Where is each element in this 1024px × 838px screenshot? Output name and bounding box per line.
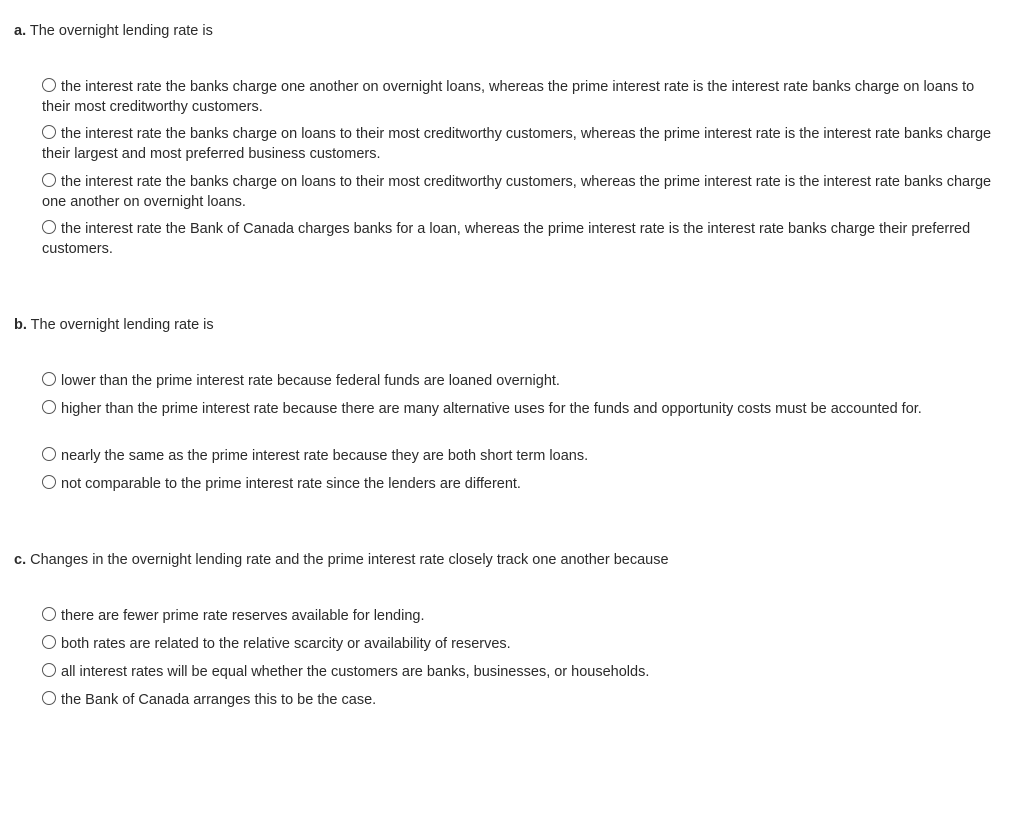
question-c-title [14,551,1014,570]
question-c-option-4[interactable] [42,691,1000,711]
question-a-option-2[interactable] [42,125,1000,164]
question-c [14,551,1014,570]
question-a-option-3[interactable] [42,173,1000,212]
question-c-option-1[interactable] [42,607,1000,627]
question-a-letter: a. [14,23,27,39]
question-c-prompt: Changes in the overnight lending rate and the prime interest rate closely track one another because [30,552,669,568]
option-label: there are fewer prime rate reserves available for lending. [61,608,425,624]
radio-button[interactable] [42,400,56,414]
radio-button[interactable] [42,125,56,139]
radio-button[interactable] [42,447,56,461]
option-label: the interest rate the banks charge one another on overnight loans, whereas the prime interest rate is the interest rate banks charge on loans to their most creditworthy customers. [42,79,975,115]
radio-button[interactable] [42,78,56,92]
option-label: not comparable to the prime interest rate since the lenders are different. [61,476,521,492]
radio-button[interactable] [42,173,56,187]
question-a-option-4[interactable] [42,220,1000,259]
question-b-title [14,316,1014,335]
radio-button[interactable] [42,635,56,649]
question-b-option-4[interactable] [42,475,1000,495]
radio-button[interactable] [42,607,56,621]
question-b-letter: b. [14,317,27,333]
question-a [14,22,1014,41]
question-a-option-1[interactable] [42,78,1000,117]
radio-button[interactable] [42,691,56,705]
radio-button[interactable] [42,663,56,677]
option-label: the Bank of Canada arranges this to be the case. [61,692,377,708]
question-c-option-2[interactable] [42,635,1000,655]
question-c-letter: c. [14,552,27,568]
option-label: both rates are related to the relative scarcity or availability of reserves. [61,636,511,652]
question-a-prompt: The overnight lending rate is [29,23,213,39]
option-label: the interest rate the banks charge on loans to their most creditworthy customers, whereas the prime interest rate is the interest rate banks charge one another on overnight loans. [42,174,992,210]
option-label: nearly the same as the prime interest rate because they are both short term loans. [61,448,589,464]
question-c-option-3[interactable] [42,663,1000,683]
option-label: the interest rate the banks charge on loans to their most creditworthy customers, whereas the prime interest rate is the interest rate banks charge their largest and most preferred business customers. [42,126,992,162]
option-label: the interest rate the Bank of Canada charges banks for a loan, whereas the prime interest rate is the interest rate banks charge their preferred customers. [42,221,971,257]
option-label: lower than the prime interest rate because federal funds are loaned overnight. [61,373,560,389]
question-b [14,316,1014,335]
radio-button[interactable] [42,372,56,386]
question-b-prompt: The overnight lending rate is [30,317,214,333]
radio-button[interactable] [42,220,56,234]
question-b-option-2[interactable] [42,400,1000,420]
question-a-title [14,22,1014,41]
option-label: all interest rates will be equal whether the customers are banks, businesses, or households. [61,664,650,680]
radio-button[interactable] [42,475,56,489]
question-b-option-3[interactable] [42,447,1000,467]
option-label: higher than the prime interest rate because there are many alternative uses for the funds and opportunity costs must be accounted for. [61,401,922,417]
question-b-option-1[interactable] [42,372,1000,392]
